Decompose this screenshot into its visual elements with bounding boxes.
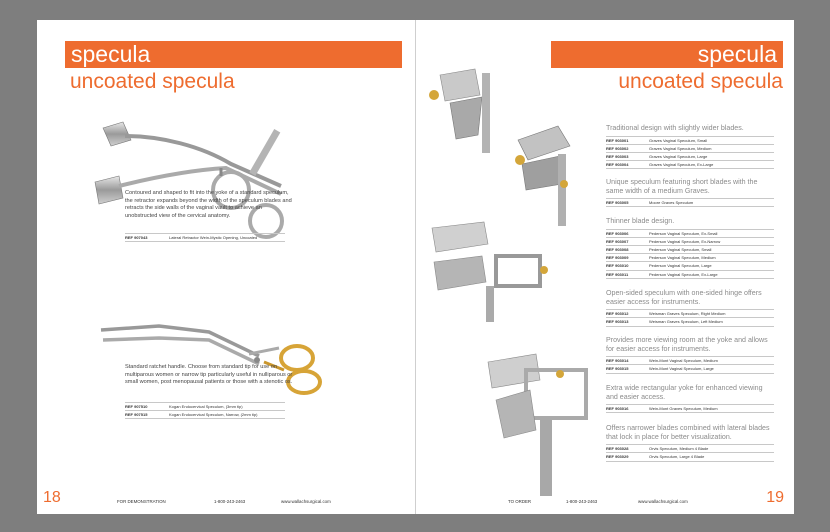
- ref-code: REF 907515: [125, 412, 148, 418]
- ref-desc: Pederson Vaginal Speculum, Small: [649, 247, 712, 253]
- ref-desc: Kogan Endocervical Speculum, Narrow, (2mm tip): [169, 412, 258, 418]
- product-description: Contoured and shaped to fit into the yoke of a standard speculum, the retractor expands beyond the width of the speculum blades and retracts the side walls of the vaginal vault to achieve an unobstructed view of the cervical anatomy.: [125, 190, 292, 219]
- footer-phone: 1-800-243-2463: [214, 499, 246, 504]
- ref-desc: Pederson Vaginal Speculum, Medium: [649, 255, 716, 261]
- ref-desc: Graves Vaginal Speculum, Small: [649, 137, 708, 143]
- ref-table: [125, 402, 285, 419]
- ref-code: REF 903002: [606, 145, 629, 151]
- ref-table: [606, 356, 774, 373]
- ref-code: REF 903013: [606, 319, 629, 325]
- ref-code: REF 903014: [606, 358, 629, 364]
- product-section: [606, 289, 774, 327]
- product-description: Standard ratchet handle. Choose from standard tip for use on multiparous women or narrow tip particularly useful in nulliparous or small women, post menopausal patients or those with a stenotic os.: [125, 364, 293, 386]
- ref-row: [606, 229, 774, 237]
- ref-row: [606, 245, 774, 253]
- ref-code: REF 903028: [606, 446, 629, 452]
- product-section: [606, 217, 774, 279]
- ref-code: REF 903010: [606, 263, 629, 269]
- ref-row: [606, 452, 774, 461]
- wein-mont-speculum-image: [482, 350, 602, 500]
- ref-table: [125, 233, 285, 242]
- moore-speculum-image: [498, 120, 594, 230]
- ref-row: [606, 317, 774, 326]
- ref-desc: Weisman Graves Speculum, Right Medium: [649, 311, 726, 317]
- category-bar: specula: [65, 41, 402, 68]
- product-section: [606, 424, 774, 462]
- ref-code: REF 903008: [606, 247, 629, 253]
- ref-code: REF 903015: [606, 366, 629, 372]
- ref-desc: Graves Vaginal Speculum, Medium: [649, 145, 712, 151]
- ref-code: REF 907510: [125, 404, 148, 410]
- ref-desc: Moore Graves Speculum: [649, 200, 694, 206]
- pederson-speculum-image: [426, 216, 551, 326]
- section-heading: Thinner blade design.: [606, 217, 675, 225]
- ref-table: [606, 444, 774, 461]
- ref-table: [606, 404, 774, 413]
- ref-code: REF 907043: [125, 235, 148, 241]
- footer-url: www.wallachsurgical.com: [638, 499, 688, 504]
- ref-desc: Pederson Vaginal Speculum, Ex-Small: [649, 230, 718, 236]
- right-page: [416, 20, 794, 514]
- ref-row: [606, 160, 774, 169]
- section-heading: Unique speculum featuring short blades with the same width of a medium Graves.: [606, 178, 758, 195]
- ref-desc: Orvis Speculum, Large 4 Blade: [649, 454, 705, 460]
- product-section: [606, 178, 774, 207]
- ref-desc: Wein-Mont Vaginal Speculum, Large: [649, 366, 714, 372]
- ref-row: [606, 136, 774, 144]
- page-subtitle: uncoated specula: [618, 70, 783, 93]
- ref-table: [606, 198, 774, 207]
- section-heading: Provides more viewing room at the yoke and allows for easier access for instruments.: [606, 336, 768, 353]
- ref-code: REF 903005: [606, 200, 629, 206]
- ref-row: [125, 410, 285, 419]
- ref-row: [606, 152, 774, 160]
- section-heading: Offers narrower blades combined with lateral blades that lock in place for better visualization.: [606, 424, 770, 441]
- category-bar: specula: [551, 41, 783, 68]
- product-section: [606, 384, 774, 413]
- ref-row: [606, 444, 774, 452]
- ref-code: REF 903007: [606, 238, 629, 244]
- ref-code: REF 903001: [606, 137, 629, 143]
- section-heading: Traditional design with slightly wider blades.: [606, 124, 744, 132]
- product-section: [606, 124, 774, 169]
- page-number: 18: [43, 489, 61, 506]
- ref-row: [606, 198, 774, 207]
- ref-row: [606, 309, 774, 317]
- page-subtitle: uncoated specula: [70, 70, 235, 93]
- product-section: [606, 336, 774, 374]
- ref-row: [606, 364, 774, 373]
- ref-code: REF 903004: [606, 162, 629, 168]
- ref-table: [606, 136, 774, 170]
- ref-code: REF 903029: [606, 454, 629, 460]
- left-page: [37, 20, 415, 514]
- ref-desc: Weisman Graves Speculum, Left Medium: [649, 319, 723, 325]
- ref-desc: Wein-Mont Graves Speculum, Medium: [649, 406, 718, 412]
- ref-code: REF 903016: [606, 406, 629, 412]
- ref-row: [125, 233, 285, 242]
- ref-row: [606, 261, 774, 269]
- ref-desc: Lateral Retractor Wein-Mystic Opening, Uncoated: [169, 235, 258, 241]
- ref-desc: Graves Vaginal Speculum, Ex-Large: [649, 162, 714, 168]
- ref-desc: Graves Vaginal Speculum, Large: [649, 154, 708, 160]
- footer-label: TO ORDER: [508, 499, 532, 504]
- ref-desc: Pederson Vaginal Speculum, Ex-Narrow: [649, 238, 721, 244]
- section-heading: Open-sided speculum with one-sided hinge offers easier access for instruments.: [606, 289, 762, 306]
- ref-code: REF 903009: [606, 255, 629, 261]
- ref-desc: Kogan Endocervical Speculum, (3mm tip): [169, 404, 243, 410]
- ref-table: [606, 229, 774, 279]
- ref-code: REF 903006: [606, 230, 629, 236]
- ref-desc: Pederson Vaginal Speculum, Ex-Large: [649, 271, 718, 277]
- section-heading: Extra wide rectangular yoke for enhanced viewing and easier access.: [606, 384, 763, 401]
- ref-row: [606, 253, 774, 261]
- ref-table: [606, 309, 774, 326]
- footer-url: www.wallachsurgical.com: [281, 499, 331, 504]
- footer-label: FOR DEMONSTRATION: [117, 499, 166, 504]
- ref-desc: Orvis Speculum, Medium 4 Blade: [649, 446, 709, 452]
- ref-desc: Wein-Mont Vaginal Speculum, Medium: [649, 358, 718, 364]
- ref-code: REF 903003: [606, 154, 629, 160]
- ref-code: REF 903011: [606, 271, 629, 277]
- ref-row: [606, 270, 774, 279]
- footer-phone: 1-800-243-2463: [566, 499, 598, 504]
- ref-row: [606, 144, 774, 152]
- ref-desc: Pederson Vaginal Speculum, Large: [649, 263, 712, 269]
- ref-row: [606, 404, 774, 413]
- ref-row: [606, 237, 774, 245]
- page-number: 19: [766, 489, 784, 506]
- ref-row: [606, 356, 774, 364]
- ref-row: [125, 402, 285, 410]
- ref-code: REF 903012: [606, 311, 629, 317]
